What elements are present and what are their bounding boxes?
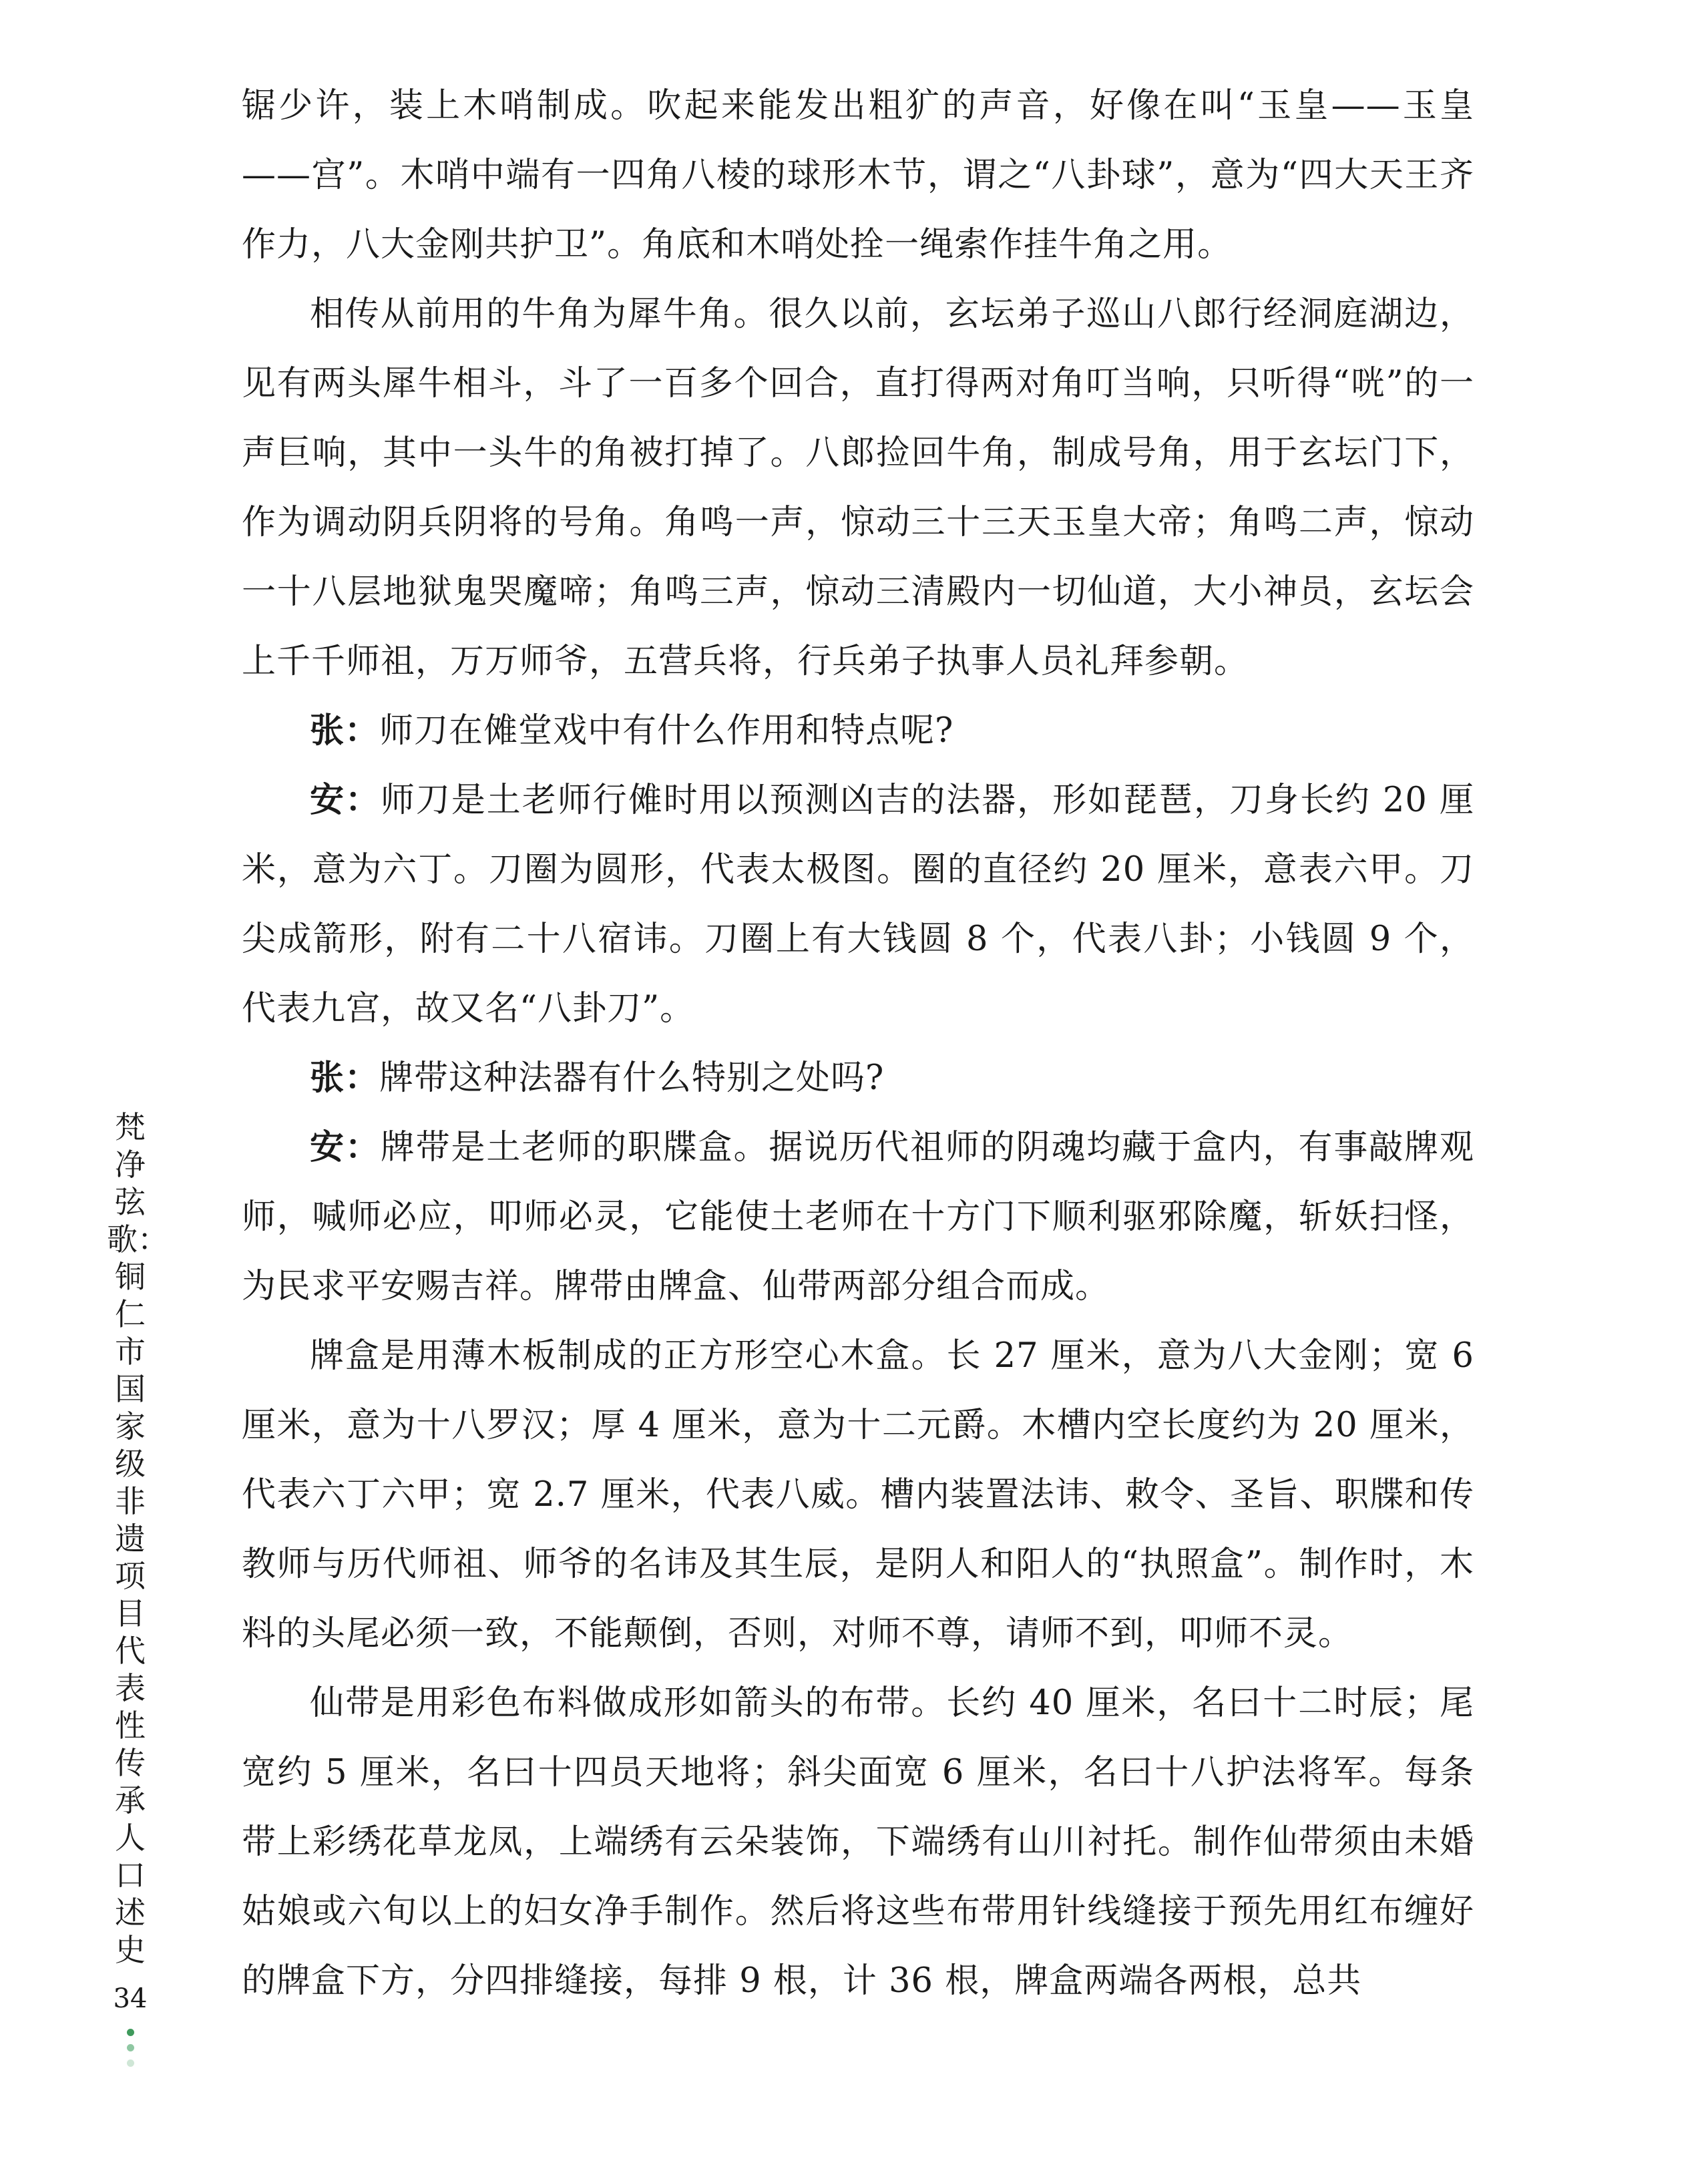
paragraph-6 bbox=[242, 1113, 1474, 1322]
paragraph-text: 师刀是土老师行傩时用以预测凶吉的法器，形如琵琶，刀身长约 20 厘米，意为六丁。刀圈为圆形，代表太极图。圈的直径约 20 厘米，意表六甲。刀尖成箭形，附有二十八宿讳。刀圈上有大钱圆 8 个，代表八卦；小钱圆 9 个，代表九宫，故又名“八卦刀”。 bbox=[242, 781, 1474, 1028]
paragraph-7 bbox=[242, 1322, 1474, 1669]
ornament-dot-1 bbox=[127, 2029, 134, 2036]
speaker-label: 安： bbox=[310, 1128, 381, 1167]
body-text bbox=[242, 71, 1474, 2016]
paragraph-4 bbox=[242, 766, 1474, 1044]
paragraph-text: 锯少许，装上木哨制成。吹起来能发出粗犷的声音，好像在叫“玉皇——玉皇——宫”。木哨中端有一四角八棱的球形木节，谓之“八卦球”，意为“四大天王齐作力，八大金刚共护卫”。角底和木哨处拴一绳索作挂牛角之用。 bbox=[242, 86, 1474, 264]
paragraph-8 bbox=[242, 1669, 1474, 2016]
paragraph-3 bbox=[242, 697, 1474, 766]
paragraph-text: 牌带是土老师的职牒盒。据说历代祖师的阴魂均藏于盒内，有事敲牌观师，喊师必应，叩师必灵，它能使土老师在十方门下顺利驱邪除魔，斩妖扫怪，为民求平安赐吉祥。牌带由牌盒、仙带两部分组合而成。 bbox=[242, 1128, 1474, 1306]
speaker-label: 安： bbox=[310, 781, 381, 820]
paragraph-1 bbox=[242, 71, 1474, 280]
paragraph-5 bbox=[242, 1044, 1474, 1113]
page-number: 34 bbox=[113, 1983, 148, 2014]
ornament-dot-3 bbox=[127, 2059, 134, 2067]
paragraph-text: 牌盒是用薄木板制成的正方形空心木盒。长 27 厘米，意为八大金刚；宽 6 厘米，意为十八罗汉；厚 4 厘米，意为十二元爵。木槽内空长度约为 20 厘米，代表六丁六甲；宽 2.7 厘米，代表八威。槽内装置法讳、敕令、圣旨、职牒和传教师与历代师祖、师爷的名讳及其生辰，是阴人和阳人的“执照盒”。制作时，木料的头尾必须一致，不能颠倒，否则，对师不尊，请师不到，叩师不灵。 bbox=[242, 1336, 1474, 1653]
paragraph-text: 仙带是用彩色布料做成形如箭头的布带。长约 40 厘米，名曰十二时辰；尾宽约 5 厘米，名曰十四员天地将；斜尖面宽 6 厘米，名曰十八护法将军。每条带上彩绣花草龙凤，上端绣有云朵装饰，下端绣有山川衬托。制作仙带须由未婚姑娘或六旬以上的妇女净手制作。然后将这些布带用针线缝接于预先用红布缠好的牌盒下方，分四排缝接，每排 9 根，计 36 根，牌盒两端各两根，总共 bbox=[242, 1683, 1474, 2001]
speaker-label: 张： bbox=[310, 711, 380, 751]
paragraph-text: 相传从前用的牛角为犀牛角。很久以前，玄坛弟子巡山八郎行经洞庭湖边，见有两头犀牛相斗，斗了一百多个回合，直打得两对角叮当响，只听得“咣”的一声巨响，其中一头牛的角被打掉了。八郎捡回牛角，制成号角，用于玄坛门下，作为调动阴兵阴将的号角。角鸣一声，惊动三十三天玉皇大帝；角鸣二声，惊动一十八层地狱鬼哭魔啼；角鸣三声，惊动三清殿内一切仙道，大小神员，玄坛会上千千师祖，万万师爷，五营兵将，行兵弟子执事人员礼拜参朝。 bbox=[242, 294, 1474, 681]
ornament-dot-2 bbox=[127, 2044, 134, 2051]
paragraph-2 bbox=[242, 280, 1474, 697]
speaker-label: 张： bbox=[310, 1058, 380, 1098]
paragraph-text: 师刀在傩堂戏中有什么作用和特点呢? bbox=[379, 711, 954, 751]
paragraph-text: 牌带这种法器有什么特别之处吗? bbox=[379, 1058, 885, 1098]
running-book-title: 梵净弦歌：铜仁市国家级非遗项目代表性传承人口述史 bbox=[107, 1109, 168, 1968]
page-ornament-dots bbox=[126, 2029, 135, 2075]
